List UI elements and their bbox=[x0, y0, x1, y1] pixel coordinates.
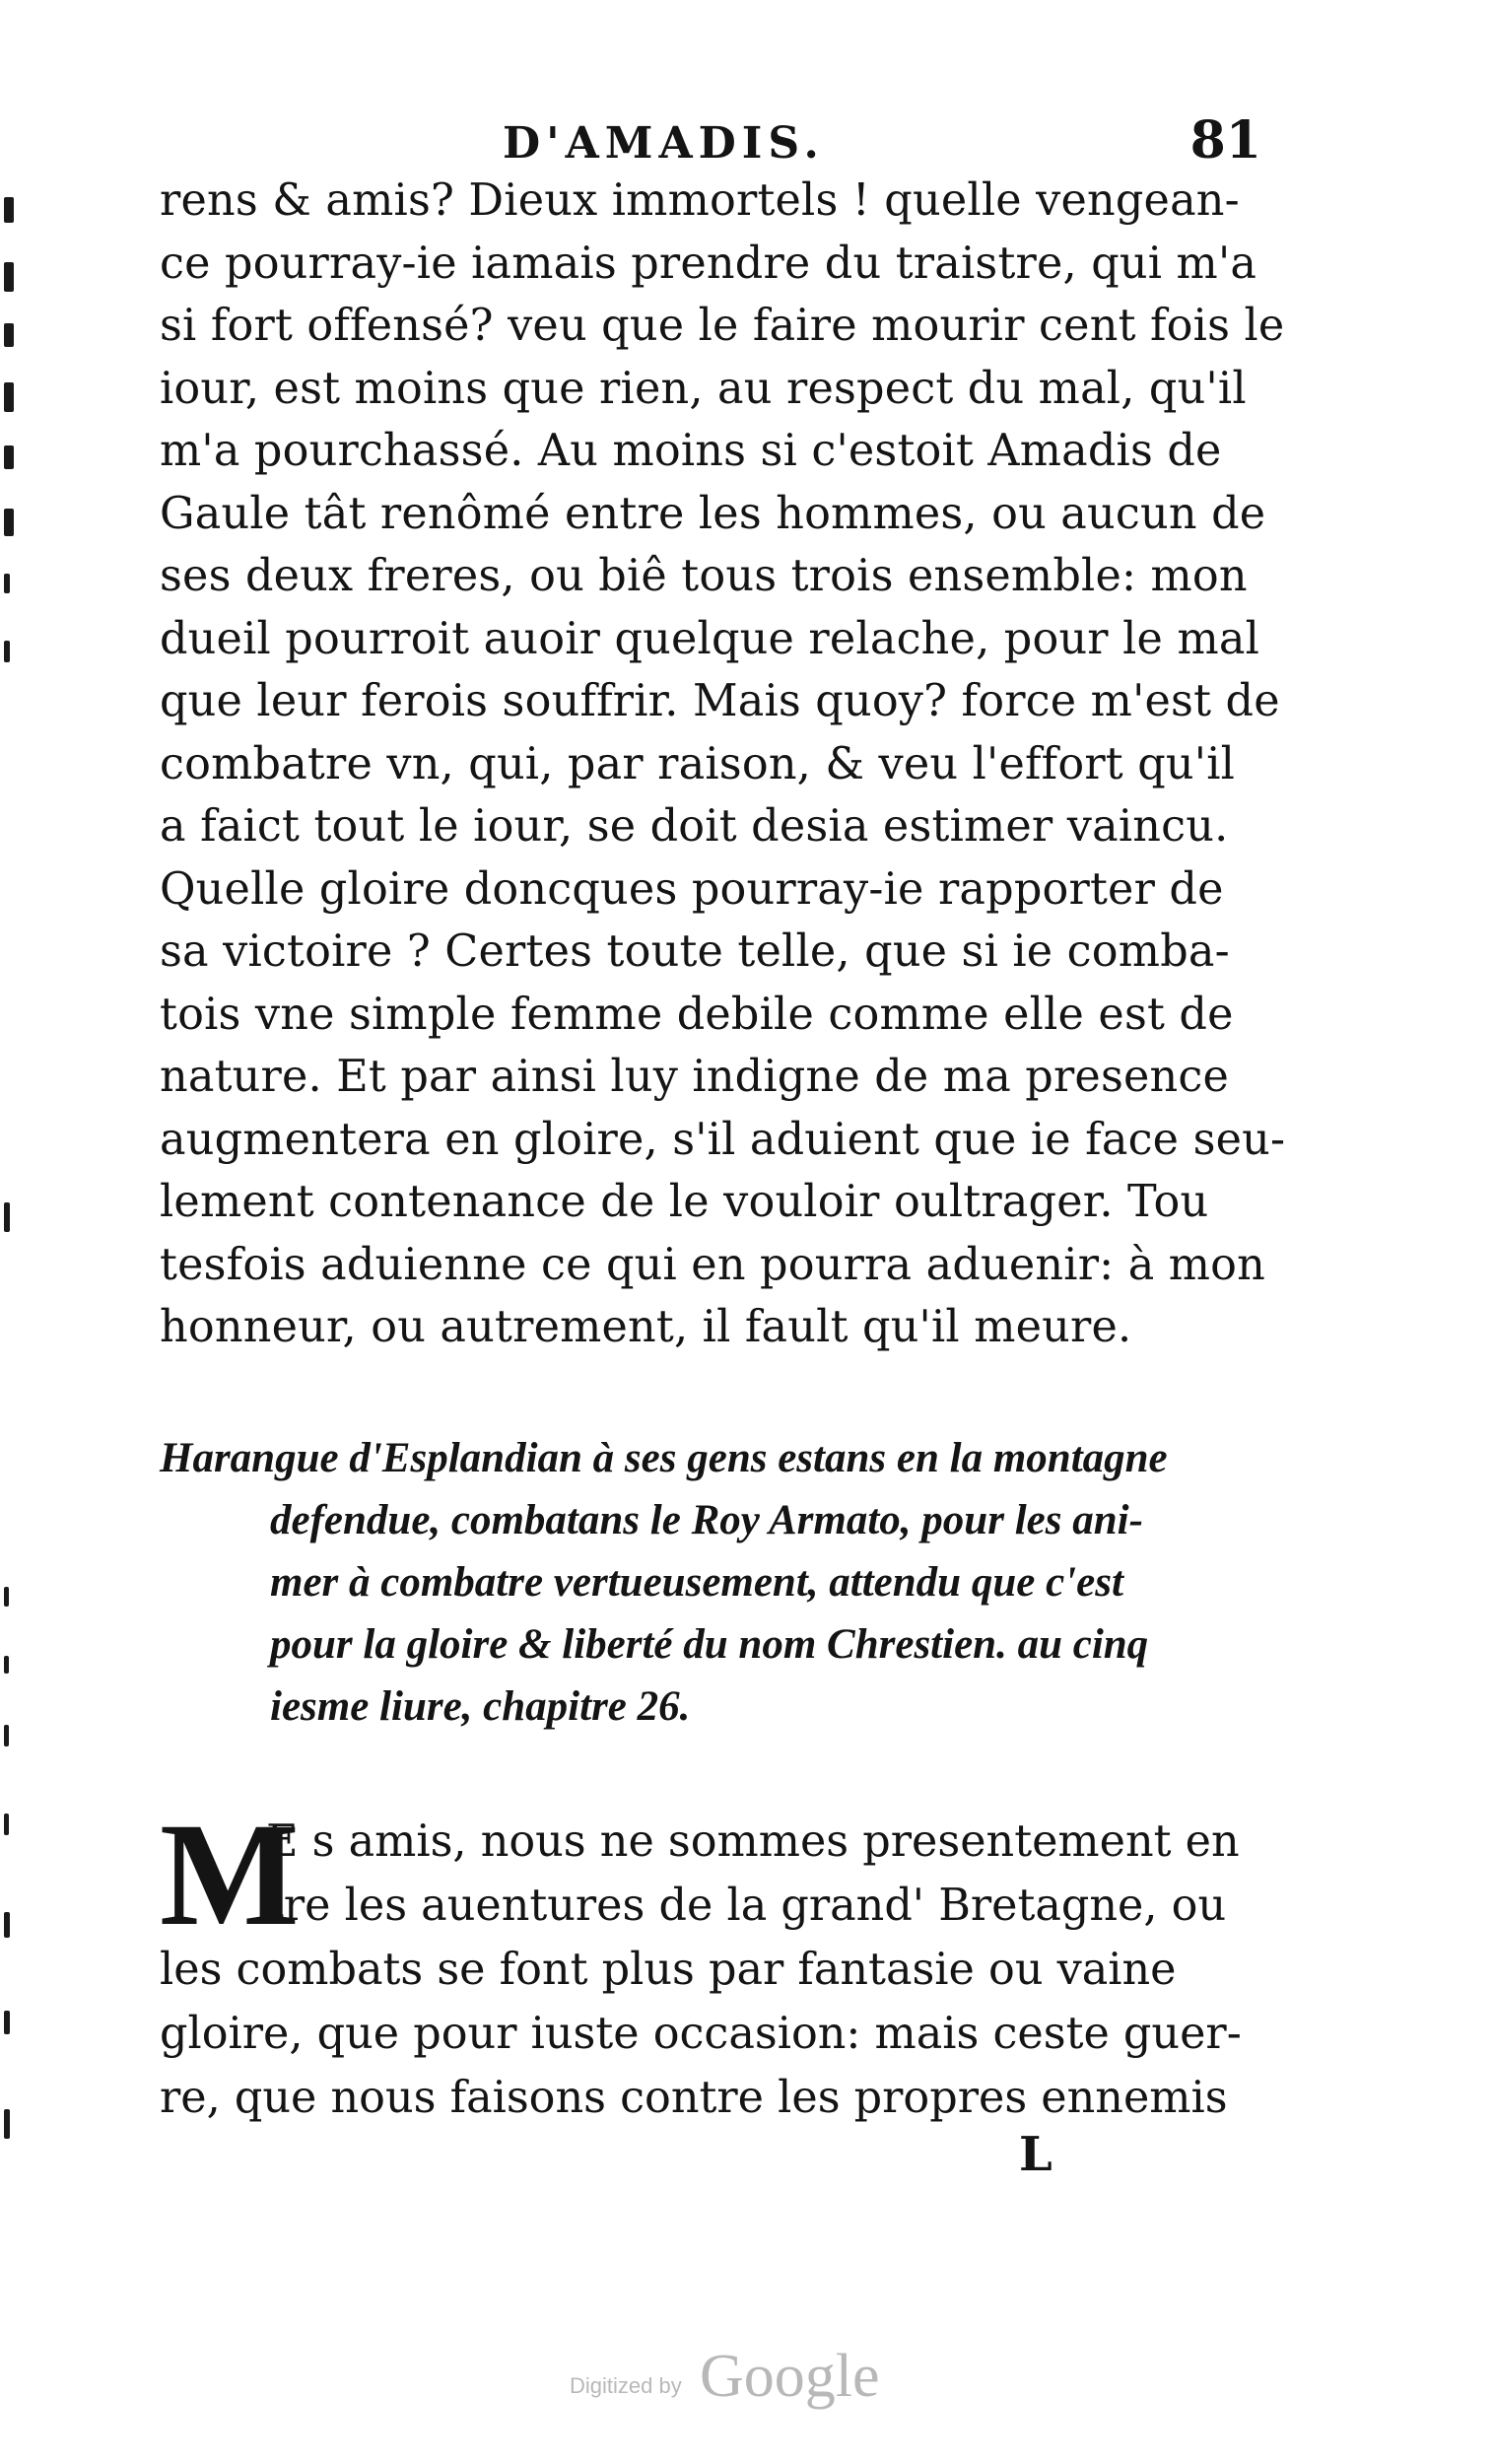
heading-line: defendue, combatans le Roy Armato, pour les ani- bbox=[270, 1497, 1143, 1543]
margin-bleed-through bbox=[0, 177, 24, 2198]
digitization-watermark bbox=[570, 2342, 924, 2421]
signature-mark: L bbox=[1019, 2127, 1053, 2182]
text-line: ce pourray-ie iamais prendre du traistre, qui m'a bbox=[160, 238, 1257, 289]
text-line: rens & amis? Dieux immortels ! quelle vengean- bbox=[160, 175, 1240, 226]
text-line: iour, est moins que rien, au respect du mal, qu'il bbox=[160, 363, 1247, 414]
text-line: gloire, que pour iuste occasion: mais ceste guer- bbox=[160, 2009, 1242, 2059]
text-line: honneur, ou autrement, il fault qu'il meure. bbox=[160, 1302, 1132, 1352]
heading-line: Harangue d'Esplandian à ses gens estans en la montagne bbox=[160, 1435, 1168, 1481]
text-line: nature. Et par ainsi luy indigne de ma presence bbox=[160, 1052, 1230, 1102]
heading-line: pour la gloire & liberté du nom Chrestien. au cinq bbox=[270, 1621, 1149, 1668]
text-line: les combats se font plus par fantasie ou vaine bbox=[160, 1945, 1177, 1995]
text-line: Gaule tât renômé entre les hommes, ou aucun de bbox=[160, 488, 1266, 539]
running-title: D'AMADIS. bbox=[503, 118, 825, 169]
text-line: combatre vn, qui, par raison, & veu l'effort qu'il bbox=[160, 738, 1236, 789]
text-line: Quelle gloire doncques pourray-ie rapporter de bbox=[160, 863, 1224, 915]
text-line: sa victoire ? Certes toute telle, que si ie comba- bbox=[160, 926, 1230, 977]
text-line: re, que nous faisons contre les propres ennemis bbox=[160, 2073, 1228, 2123]
text-line: E s amis, nous ne sommes presentement en bbox=[266, 1816, 1240, 1867]
text-line: tesfois aduienne ce qui en pourra aduenir: à mon bbox=[160, 1239, 1266, 1290]
text-line: lement contenance de le vouloir oultrager. Tou bbox=[160, 1177, 1209, 1227]
text-line: a faict tout le iour, se doit desia estimer vaincu. bbox=[160, 801, 1229, 852]
text-line: augmentera en gloire, s'il aduient que ie face seu- bbox=[160, 1114, 1286, 1165]
watermark-brand: Google bbox=[700, 2343, 880, 2410]
page-header bbox=[463, 110, 1261, 177]
section-heading bbox=[160, 1427, 1254, 1738]
heading-line: mer à combatre vertueusement, attendu que c'est bbox=[270, 1559, 1123, 1606]
second-paragraph bbox=[160, 1793, 1254, 2130]
watermark-prefix: Digitized by bbox=[570, 2373, 682, 2398]
text-line: tre les auentures de la grand' Bretagne, ou bbox=[266, 1881, 1227, 1931]
page-number: 81 bbox=[1189, 110, 1261, 171]
heading-line: iesme liure, chapitre 26. bbox=[270, 1683, 691, 1730]
text-line: ses deux freres, ou biê tous trois ensemble: mon bbox=[160, 551, 1248, 601]
text-line: dueil pourroit auoir quelque relache, pour le mal bbox=[160, 613, 1259, 664]
text-line: que leur ferois souffrir. Mais quoy? force m'est de bbox=[160, 676, 1280, 726]
drop-capital: M bbox=[160, 1793, 300, 1956]
text-line: tois vne simple femme debile comme elle est de bbox=[160, 989, 1234, 1040]
text-line: si fort offensé? veu que le faire mourir cent fois le bbox=[160, 301, 1285, 351]
text-line: m'a pourchassé. Au moins si c'estoit Amadis de bbox=[160, 426, 1222, 476]
body-paragraph bbox=[160, 170, 1286, 1359]
